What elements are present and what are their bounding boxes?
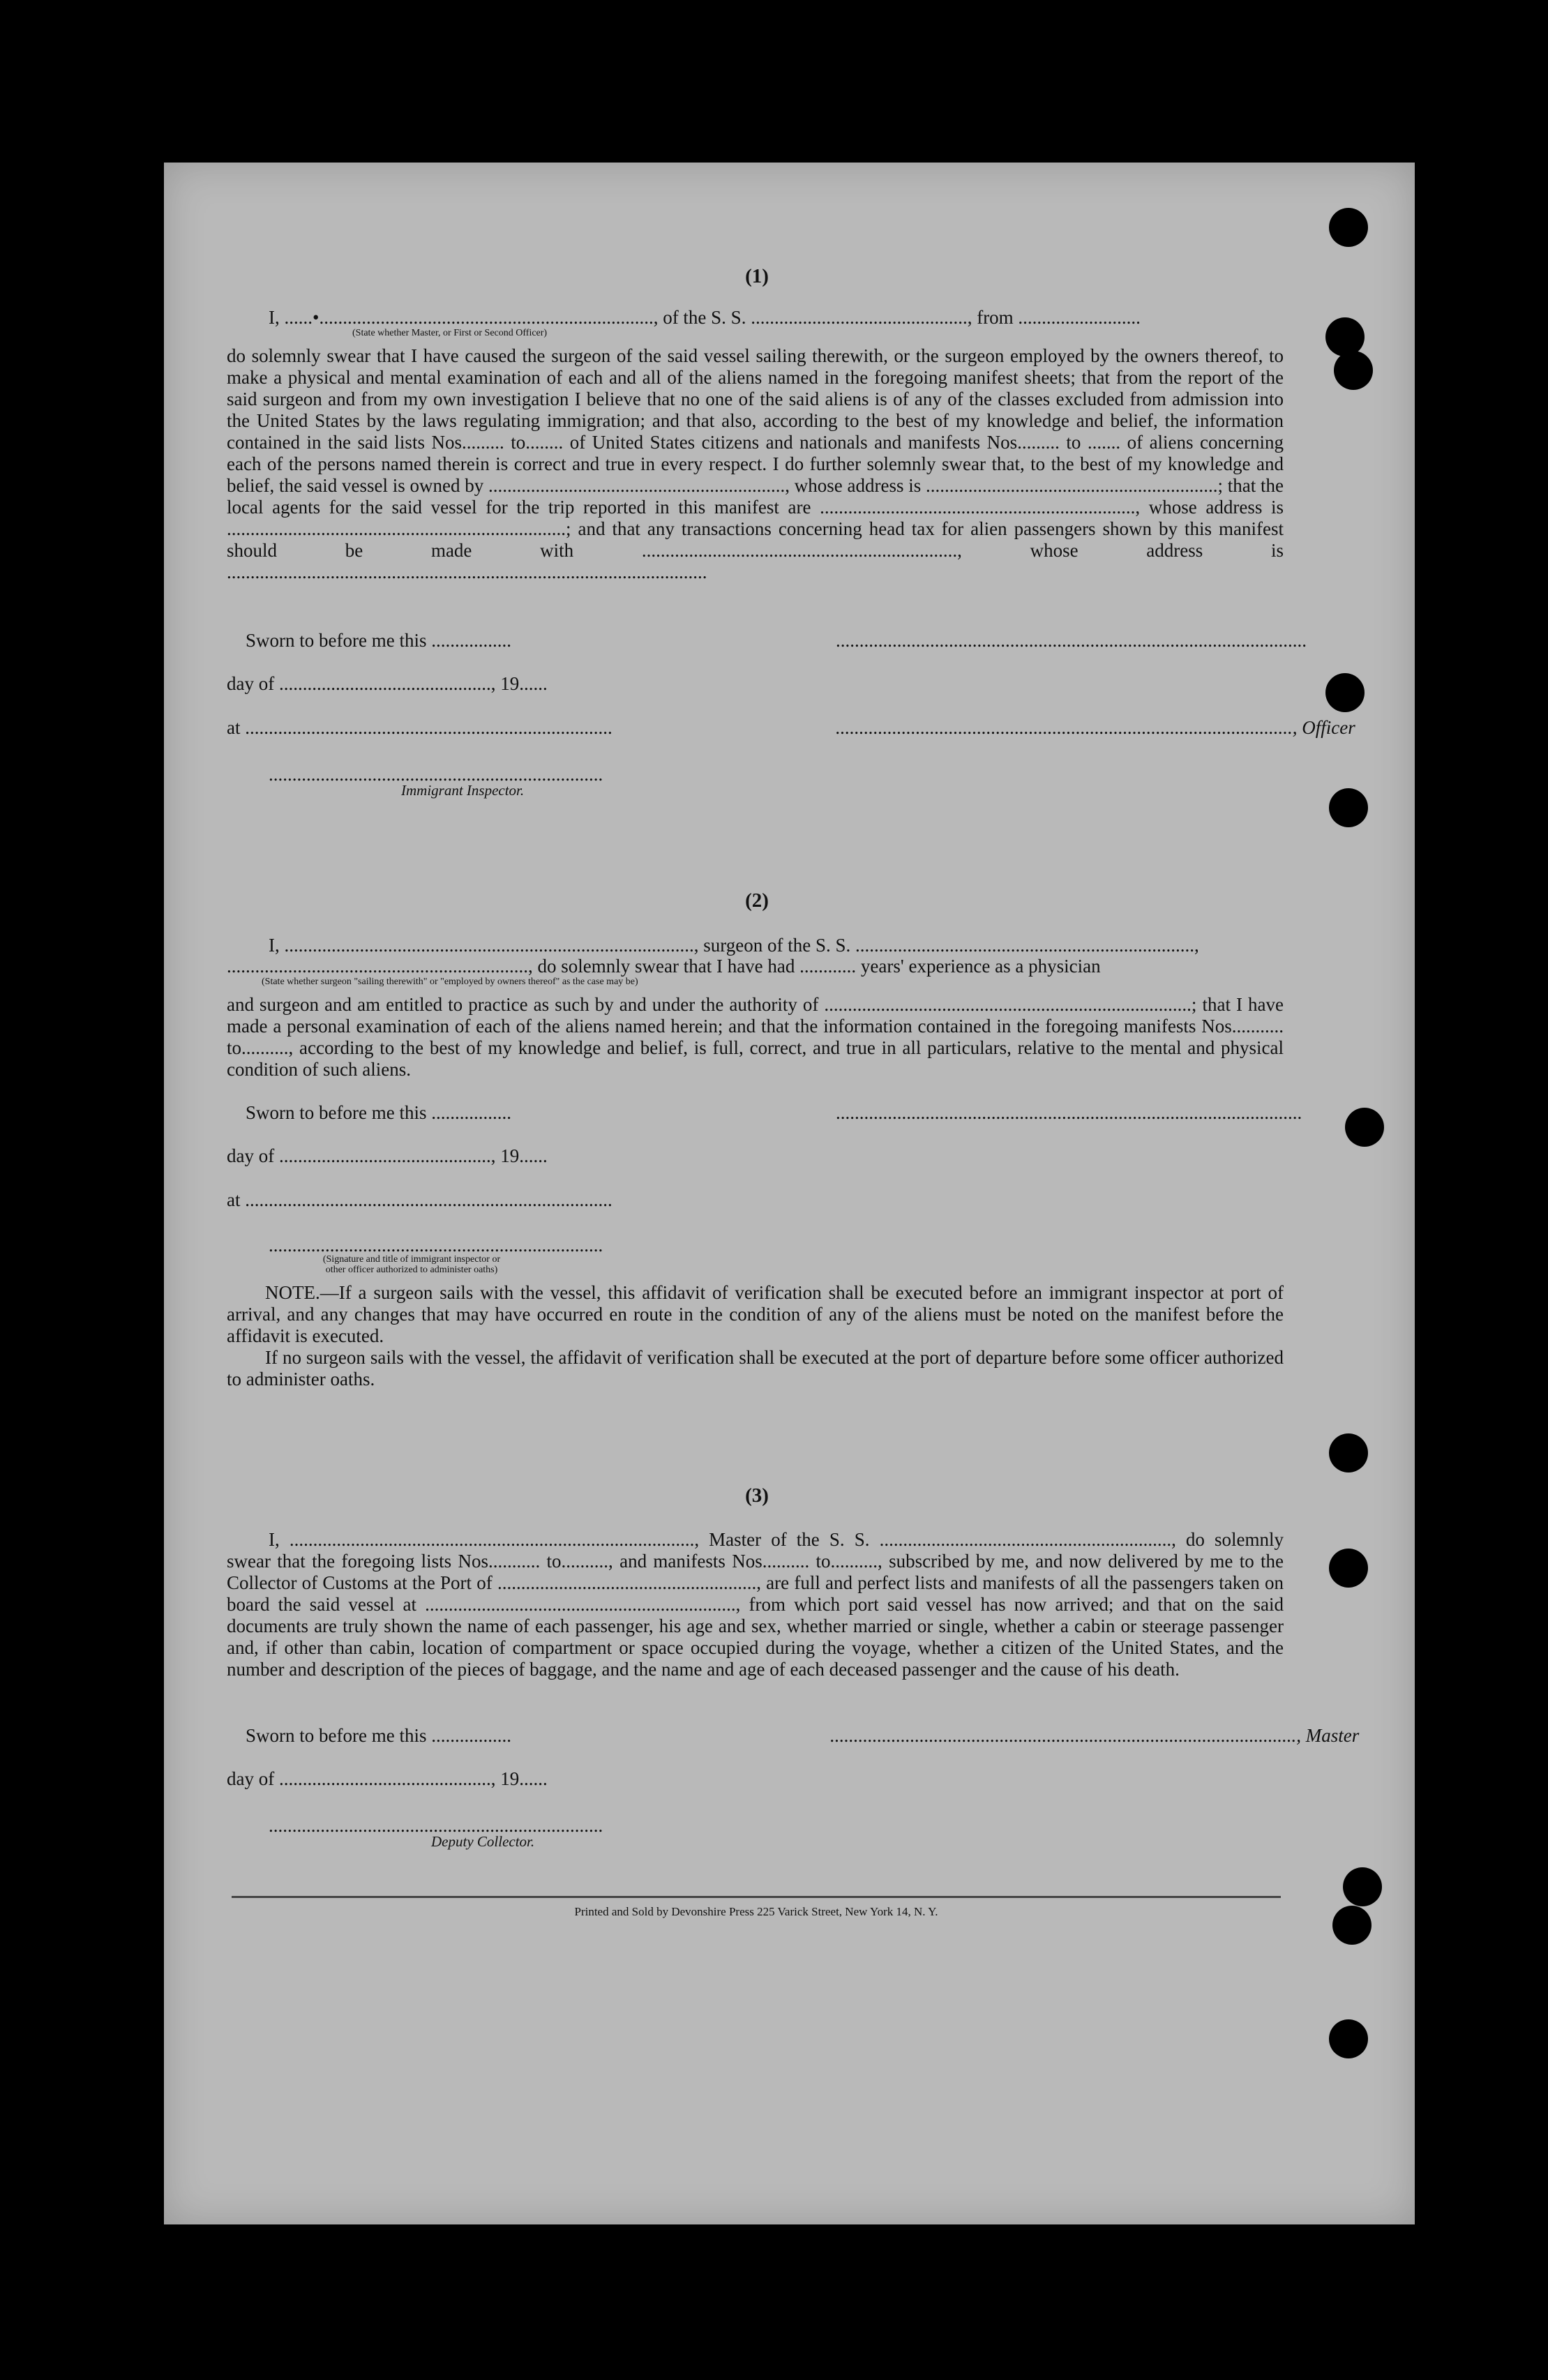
punch-hole [1334,351,1373,390]
section-1-at: at .............................................................................. [227,717,613,738]
section-2-note: NOTE.—If a surgeon sails with the vessel, this affidavit of verification shall be executed before an immigrant inspector at port of arrival, and any changes that may have occurred en route in the condition of any of the aliens must be noted on the manifest before the affidavit is executed. [227,1282,1284,1346]
punch-hole [1329,788,1368,827]
punch-hole [1329,1433,1368,1473]
punch-hole [1343,1867,1382,1906]
section-2-day: day of ............................................., 19...... [227,1145,548,1166]
punch-hole [1332,1906,1372,1945]
section-3-number: (3) [745,1484,769,1507]
section-2-note-departure: If no surgeon sails with the vessel, the affidavit of verification shall be executed at the port of departure before some officer authorized to administer oaths. [227,1347,1284,1389]
section-1-officer-note: (State whether Master, or First or Second Officer) [352,328,548,338]
section-2-surgeon-note: (State whether surgeon "sailing therewith" or "employed by owners thereof" as the case may be) [262,977,638,987]
section-3-body: I, ......................................................................................, Master of the S. S. .............................................................., do solemnly swear that the foregoing lists Nos........... to.........., and manifests Nos.......... to.........., subscribed by me, and now delivered by me to the Collector of Customs at the Port of ......................................................., are full and perfect lists and manifests of all the passengers taken on board the said vessel at .................................................................., from which port said vessel has now arrived; and that on the said documents are truly shown the name of each passenger, his age and sex, whether married or single, whether a cabin or steerage passenger and, if other than cabin, location of compartment or space occupied during the voyage, whether a citizen of the United States, and the number and description of the pieces of baggage, and the name and age of each deceased passenger and the cause of his death. [227,1529,1284,1680]
section-1-sworn: Sworn to before me this ................. [246,630,511,651]
section-2-signature-blank: ................................................................................................... [836,1102,1302,1123]
punch-hole [1329,1549,1368,1588]
section-1-day: day of ............................................., 19...... [227,673,548,694]
section-1-body: do solemnly swear that I have caused the surgeon of the said vessel sailing therewith, or the surgeon employed by the owners thereof, to make a physical and mental examination of each and all of the aliens named in the foregoing manifest sheets; that from the report of the said surgeon and from my own investigation I believe that no one of the said aliens is of any of the classes excluded from admission into the United States by the laws regulating immigration; and that also, according to the best of my knowledge and belief, the information contained in the said lists Nos......... to........ of United States citizens and nationals and manifests Nos......... to ....... of aliens concerning each of the persons named therein is correct and true in every respect. I do further solemnly swear that, to the best of my knowledge and belief, the said vessel is owned by ..............................................................., whose address is ..............................................................; that the local agents for the said vessel for the trip reported in this manifest are ..................................................................., whose address is ........................................................................; and that any transactions concerning head tax for alien passengers shown by this manifest should be made with ..................................................................., whose address is ...................................................................................................... [227,345,1284,582]
section-3-collector-signature: ....................................................................... [269,1815,603,1836]
section-2-oath-line-2: ................................................................, do solemnly swear that I have had ............ years' experience as a physician [227,956,1101,977]
footer-rule [232,1896,1281,1898]
section-3-day: day of ............................................., 19...... [227,1768,548,1789]
section-2-number: (2) [745,889,769,912]
section-1-inspector-label: Immigrant Inspector. [401,782,525,799]
section-1-inspector-signature: ....................................................................... [269,764,603,785]
punch-hole [1325,317,1365,356]
section-3-collector-label: Deputy Collector. [431,1833,535,1850]
punch-hole [1345,1108,1384,1147]
section-3-sworn: Sworn to before me this ................. [246,1725,511,1746]
section-2-oath-line-1: I, ......................................................................................., surgeon of the S. S. ........................................................................, [269,935,1199,956]
section-2-signature-note-2: other officer authorized to administer oaths) [325,1265,498,1275]
section-1-officer: ................................................................................................., Officer [836,717,1355,738]
punch-hole [1329,208,1368,247]
punch-hole [1325,673,1365,712]
section-2-at: at .............................................................................. [227,1189,613,1210]
punch-hole [1329,2019,1368,2058]
section-1-oath-line: I, ......•......................................................................., of the S. S. .............................................., from .......................... [269,307,1141,328]
section-2-signature-note-1: (Signature and title of immigrant inspector or [322,1254,501,1265]
section-3-master: ..................................................................................................., Master [830,1725,1360,1746]
section-1-number: (1) [745,265,769,287]
printer-imprint: Printed and Sold by Devonshire Press 225 Varick Street, New York 14, N. Y. [574,1905,938,1918]
section-2-body: and surgeon and am entitled to practice as such by and under the authority of ..............................................................................; that I have made a personal examination of each of the aliens named herein; and that the information contained in the foregoing manifests Nos........... to.........., according to the best of my knowledge and belief, is full, correct, and true in all particulars, relative to the mental and physical condition of such aliens. [227,994,1284,1080]
section-2-sworn: Sworn to before me this ................. [246,1102,511,1123]
section-1-signature-blank: .................................................................................................... [836,630,1307,651]
section-2-inspector-signature: ....................................................................... [269,1235,603,1256]
